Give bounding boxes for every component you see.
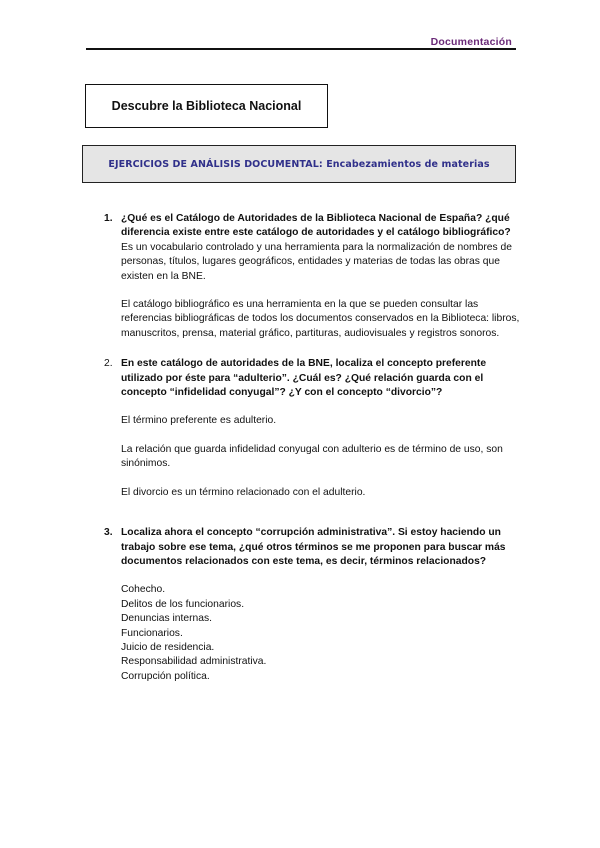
question-2 bbox=[100, 357, 520, 500]
answer-paragraph: El catálogo bibliográfico es una herramienta en la que se pueden consultar las referencias bibliográficas de todos los documentos conservados en la Biblioteca: libros, manuscritos, prensa, material gráfico, partituras, audiovisuales y registros sonoros. bbox=[121, 299, 520, 339]
question-number: 2. bbox=[104, 358, 113, 370]
list-item: Funcionarios. bbox=[121, 627, 183, 639]
question-3 bbox=[100, 526, 520, 684]
question-text: ¿Qué es el Catálogo de Autoridades de la Biblioteca Nacional de España? ¿qué diferencia existe entre este catálogo de autoridades y el catálogo bibliográfico? bbox=[121, 213, 511, 239]
answer-paragraph: El término preferente es adulterio. bbox=[121, 415, 277, 427]
exercise-banner bbox=[82, 145, 516, 183]
answer-paragraph: El divorcio es un término relacionado con el adulterio. bbox=[121, 486, 366, 498]
banner-text: EJERCICIOS DE ANÁLISIS DOCUMENTAL: Encabezamientos de materias bbox=[108, 158, 490, 170]
question-text: En este catálogo de autoridades de la BNE, localiza el concepto preferente utilizado por éste para “adulterio”. ¿Cuál es? ¿Qué relación guarda con el concepto “infidelidad conyugal”? ¿Y con el concepto “divorcio”? bbox=[121, 358, 487, 399]
list-item: Delitos de los funcionarios. bbox=[121, 598, 245, 610]
question-number: 1. bbox=[104, 213, 113, 224]
list-item: Responsabilidad administrativa. bbox=[121, 656, 267, 668]
answer-paragraph: Es un vocabulario controlado y una herramienta para la normalización de nombres de personas, títulos, lugares geográficos, entidades y materias de todas las obras que existen en la BNE. bbox=[121, 241, 512, 282]
list-item: Corrupción política. bbox=[121, 670, 210, 682]
list-item: Cohecho. bbox=[121, 584, 166, 596]
list-item: Juicio de residencia. bbox=[121, 641, 215, 653]
title-box bbox=[85, 84, 328, 128]
question-text: Localiza ahora el concepto “corrupción administrativa”. Si estoy haciendo un trabajo sobre ese tema, ¿qué otros términos se me proponen para buscar más documentos relacionados con este tema, es decir, términos relacionados? bbox=[121, 527, 506, 567]
question-number: 3. bbox=[104, 527, 113, 539]
header-rule bbox=[86, 48, 516, 50]
list-item: Denuncias internas. bbox=[121, 613, 213, 625]
section-label: Documentación bbox=[430, 36, 512, 48]
related-terms-list bbox=[121, 583, 520, 684]
answer-paragraph: La relación que guarda infidelidad conyugal con adulterio es de término de uso, son sinónimos. bbox=[121, 443, 503, 470]
document-body bbox=[100, 212, 520, 684]
question-1 bbox=[100, 212, 520, 341]
title-text: Descubre la Biblioteca Nacional bbox=[111, 99, 302, 113]
